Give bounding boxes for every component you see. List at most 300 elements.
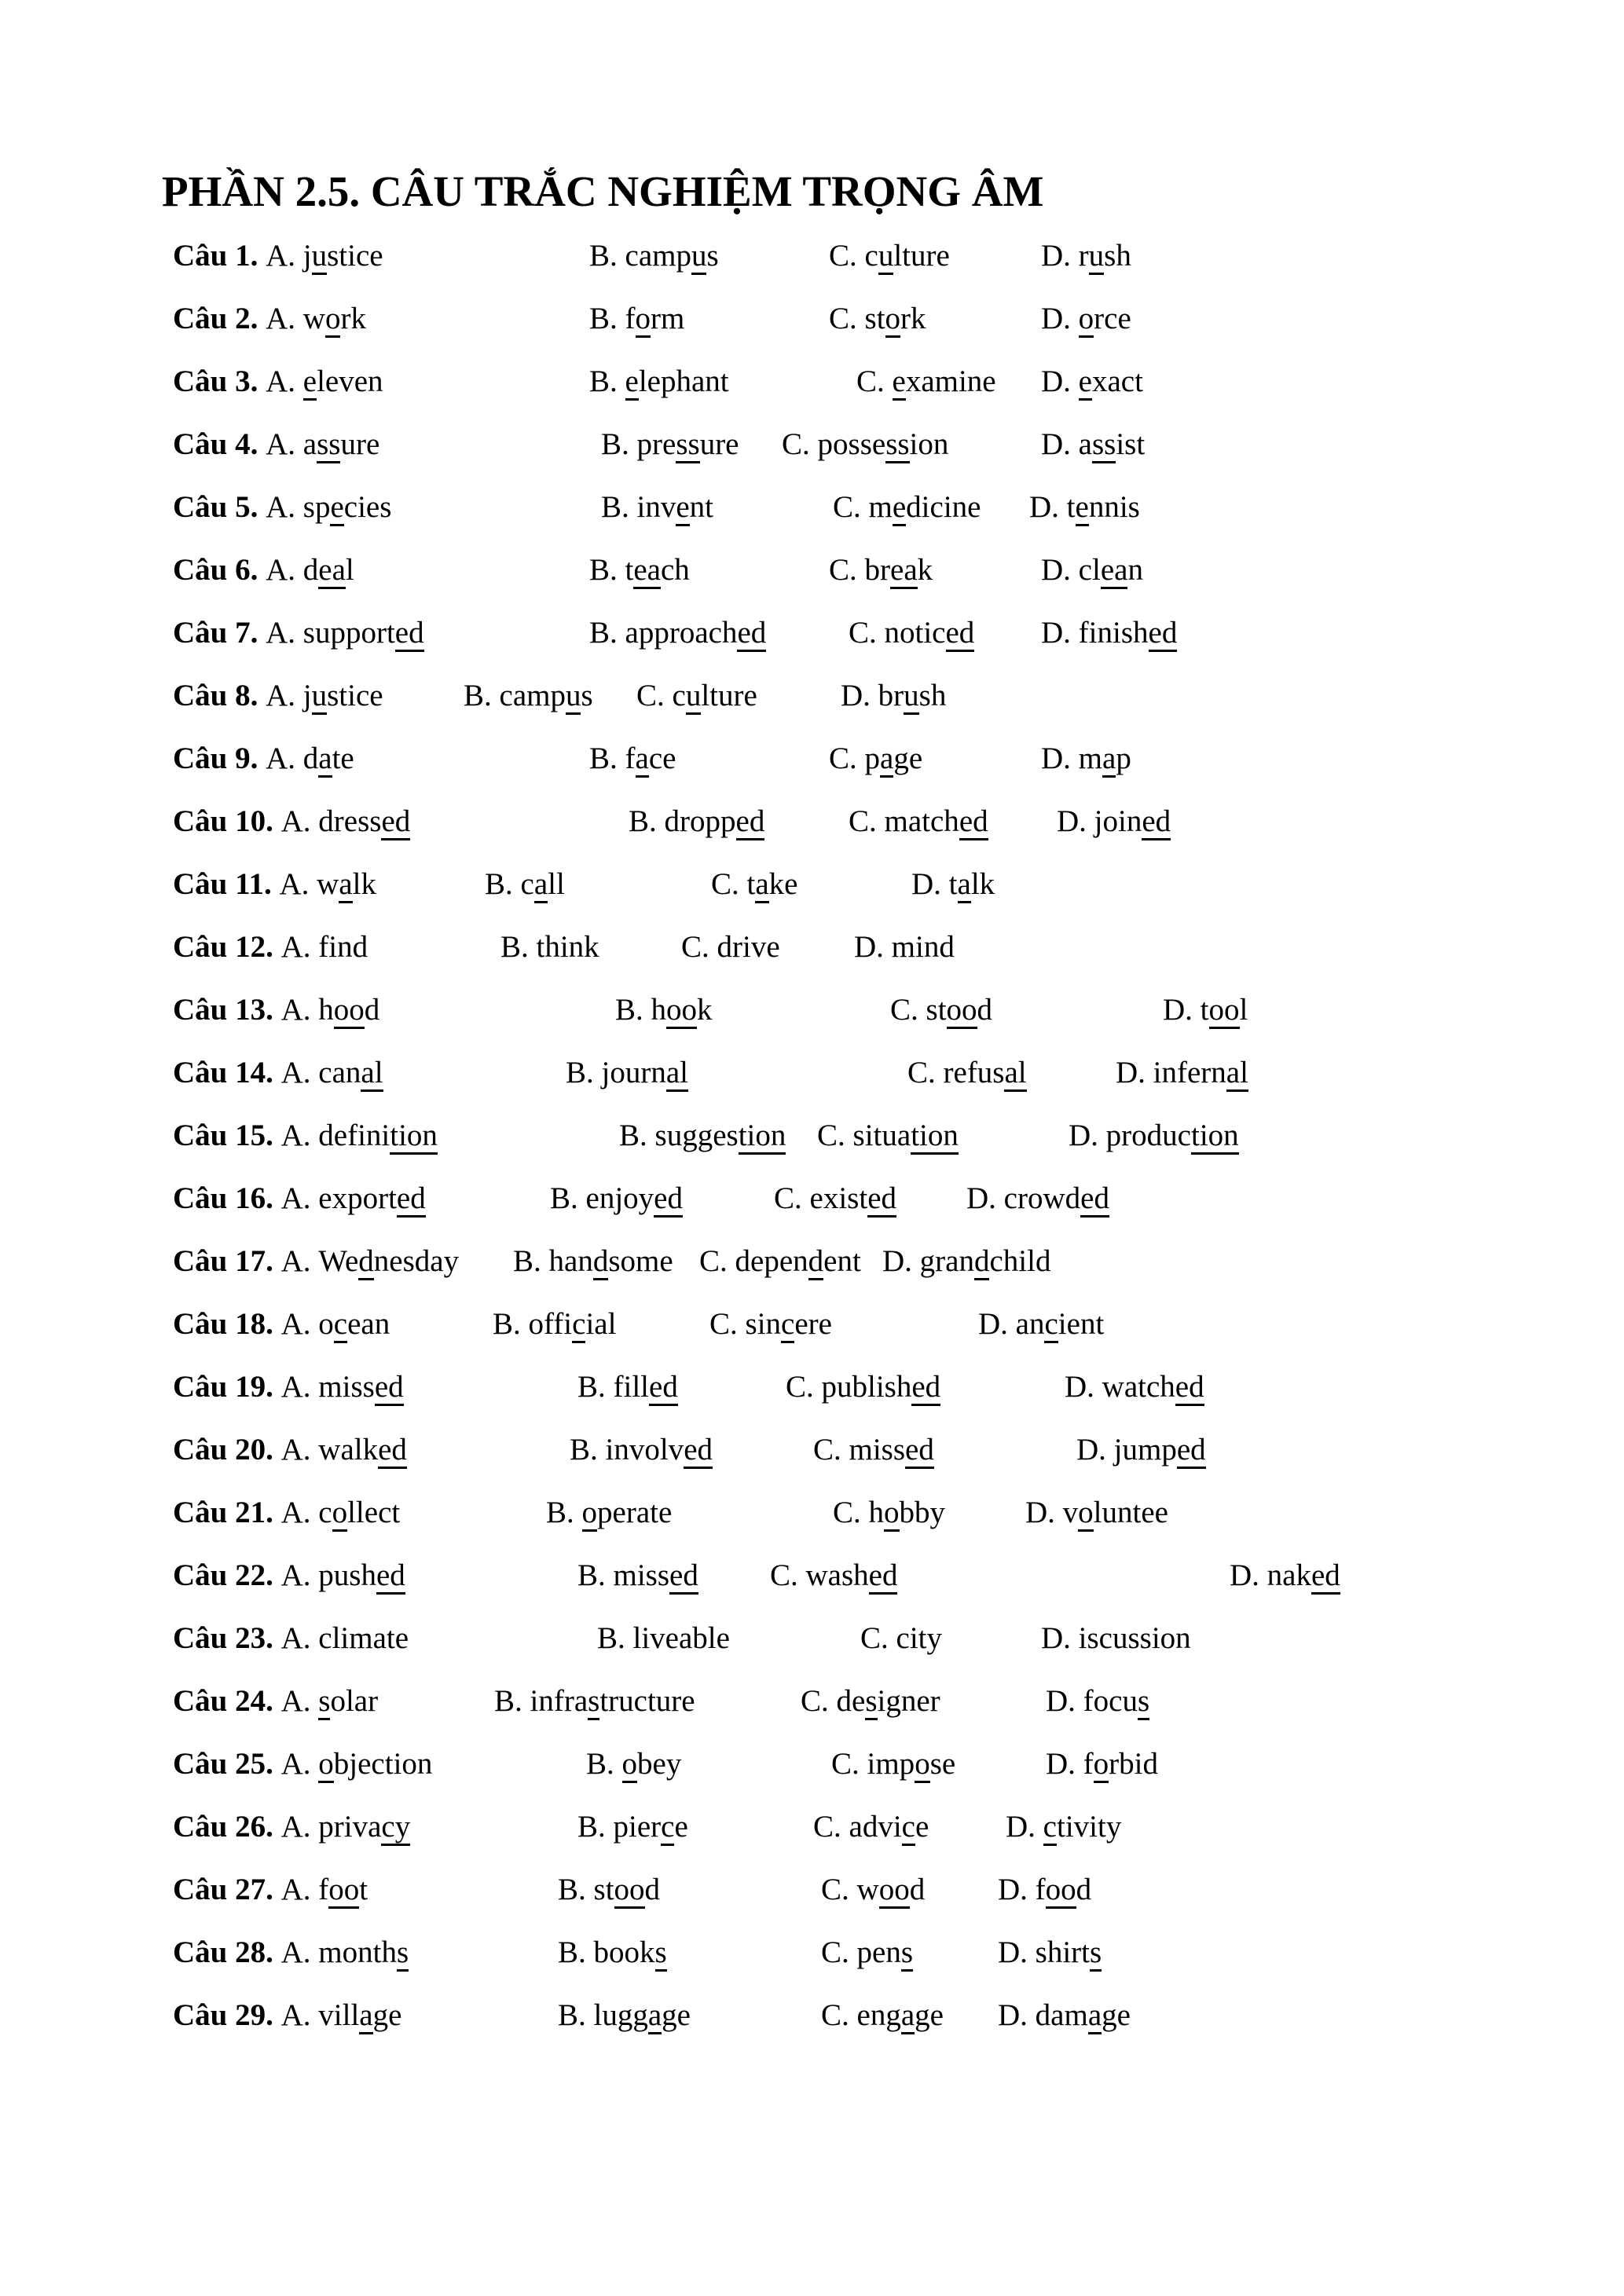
option-letter: C. bbox=[829, 239, 865, 273]
option-letter: C. bbox=[856, 364, 893, 398]
option-d bbox=[882, 1243, 1050, 1279]
question-row bbox=[0, 741, 1624, 804]
underlined-letters: a bbox=[318, 742, 332, 778]
option-word: missed bbox=[318, 1370, 403, 1406]
underlined-letters: ed bbox=[1311, 1558, 1340, 1595]
underlined-letters: e bbox=[303, 364, 317, 401]
question-row bbox=[0, 615, 1624, 678]
underlined-letters: u bbox=[566, 679, 581, 715]
question-number: Câu 21. bbox=[173, 1496, 281, 1529]
option-b bbox=[558, 1935, 667, 1970]
option-a bbox=[281, 1558, 405, 1595]
option-a bbox=[281, 1747, 433, 1783]
option-word: grandchild bbox=[920, 1244, 1051, 1280]
option-letter: C. bbox=[890, 993, 926, 1027]
underlined-letters: al bbox=[1004, 1056, 1026, 1092]
option-word: hood bbox=[318, 993, 379, 1029]
underlined-letters: c bbox=[334, 1307, 347, 1343]
underlined-letters: ed bbox=[905, 1433, 934, 1469]
option-letter: A. bbox=[280, 930, 319, 964]
underlined-letters: e bbox=[893, 490, 906, 526]
question-row bbox=[0, 301, 1624, 364]
option-b bbox=[550, 1181, 683, 1216]
option-letter: A. bbox=[280, 804, 319, 838]
option-word: teach bbox=[625, 553, 690, 589]
option-word: brush bbox=[878, 679, 947, 715]
option-word: sincere bbox=[746, 1307, 832, 1343]
question-row bbox=[0, 1746, 1624, 1809]
option-letter: A. bbox=[280, 1935, 319, 1969]
underlined-letters: ed bbox=[397, 1181, 426, 1218]
option-word: justice bbox=[303, 239, 383, 275]
question-row bbox=[0, 238, 1624, 301]
option-a bbox=[281, 1244, 459, 1280]
option-word: ancient bbox=[1016, 1307, 1105, 1343]
option-c bbox=[907, 1055, 1027, 1090]
option-a bbox=[281, 1496, 401, 1532]
option-c bbox=[821, 1935, 913, 1970]
question-row bbox=[0, 1683, 1624, 1746]
option-letter: B. bbox=[566, 1056, 602, 1089]
option-word: elephant bbox=[625, 364, 729, 401]
underlined-letters: s bbox=[1138, 1684, 1149, 1720]
option-letter: B. bbox=[570, 1433, 606, 1467]
option-b bbox=[597, 1620, 730, 1656]
question-row bbox=[0, 427, 1624, 489]
option-a bbox=[281, 1433, 407, 1469]
question-row bbox=[0, 1495, 1624, 1558]
option-letter: B. bbox=[558, 1998, 594, 2032]
question-row bbox=[0, 1243, 1624, 1306]
question-number: Câu 9. bbox=[173, 742, 266, 775]
option-letter: C. bbox=[833, 1496, 869, 1529]
option-letter: B. bbox=[558, 1935, 594, 1969]
option-d bbox=[998, 1998, 1131, 2033]
option-letter: C. bbox=[831, 1747, 867, 1781]
option-word: examine bbox=[893, 364, 996, 401]
option-letter: A. bbox=[280, 1244, 319, 1278]
option-letter: D. bbox=[1046, 1684, 1083, 1718]
option-b bbox=[589, 301, 684, 336]
underlined-letters: o bbox=[332, 1496, 348, 1532]
option-word: take bbox=[747, 867, 798, 903]
option-d bbox=[1041, 552, 1143, 588]
underlined-letters: o bbox=[318, 1747, 334, 1783]
option-a bbox=[266, 302, 366, 338]
underlined-letters: oo bbox=[666, 993, 697, 1029]
option-word: canal bbox=[318, 1056, 383, 1092]
option-letter: C. bbox=[801, 1684, 837, 1718]
question-number: Câu 1. bbox=[173, 239, 266, 273]
option-letter: D. bbox=[1041, 742, 1079, 775]
underlined-letters: c bbox=[572, 1307, 585, 1343]
option-letter: C. bbox=[829, 553, 865, 587]
question-number: Câu 10. bbox=[173, 804, 281, 838]
option-word: talk bbox=[949, 867, 995, 903]
option-word: exact bbox=[1079, 364, 1143, 401]
option-word: stood bbox=[594, 1873, 661, 1909]
option-word: mind bbox=[891, 930, 955, 964]
option-word: naked bbox=[1267, 1558, 1340, 1595]
option-letter: B. bbox=[485, 867, 521, 901]
option-word: city bbox=[896, 1621, 942, 1655]
option-b bbox=[586, 1746, 681, 1782]
option-a bbox=[281, 1181, 426, 1218]
option-word: iscussion bbox=[1078, 1621, 1191, 1655]
option-word: supported bbox=[303, 616, 424, 652]
option-d bbox=[854, 929, 955, 965]
option-letter: B. bbox=[586, 1747, 622, 1781]
option-a bbox=[281, 1307, 390, 1343]
question-row bbox=[0, 489, 1624, 552]
option-a bbox=[281, 1810, 411, 1846]
option-word: suggestion bbox=[655, 1119, 786, 1155]
option-word: infernal bbox=[1153, 1056, 1248, 1092]
option-word: food bbox=[1036, 1873, 1092, 1909]
option-letter: A. bbox=[279, 867, 317, 901]
underlined-letters: c bbox=[1044, 1307, 1058, 1343]
option-word: ctivity bbox=[1043, 1810, 1122, 1846]
option-letter: C. bbox=[770, 1558, 806, 1592]
option-a bbox=[266, 616, 423, 652]
option-word: watched bbox=[1102, 1370, 1204, 1406]
option-letter: C. bbox=[636, 679, 673, 712]
option-letter: A. bbox=[280, 1496, 319, 1529]
underlined-letters: ss bbox=[676, 427, 699, 463]
option-word: shirts bbox=[1036, 1935, 1102, 1972]
option-word: pressure bbox=[637, 427, 739, 463]
underlined-letters: ed bbox=[737, 616, 766, 652]
option-letter: A. bbox=[266, 427, 303, 461]
option-word: privacy bbox=[318, 1810, 410, 1846]
option-a bbox=[281, 1684, 379, 1720]
option-word: books bbox=[594, 1935, 667, 1972]
option-word: form bbox=[625, 302, 685, 338]
question-number: Câu 19. bbox=[173, 1370, 281, 1404]
option-letter: B. bbox=[589, 616, 625, 650]
option-letter: A. bbox=[266, 302, 303, 335]
underlined-letters: d bbox=[974, 1244, 990, 1280]
option-letter: B. bbox=[550, 1181, 586, 1215]
option-word: pushed bbox=[318, 1558, 405, 1595]
underlined-letters: ed bbox=[911, 1370, 940, 1406]
option-word: walked bbox=[318, 1433, 407, 1469]
underlined-letters: ss bbox=[1092, 427, 1116, 463]
option-c bbox=[821, 1998, 944, 2033]
option-word: obey bbox=[622, 1747, 682, 1783]
option-b bbox=[464, 678, 593, 713]
option-letter: B. bbox=[577, 1810, 614, 1844]
option-c bbox=[849, 804, 988, 839]
option-letter: B. bbox=[597, 1621, 633, 1655]
question-row bbox=[0, 1181, 1624, 1243]
option-c bbox=[770, 1558, 897, 1593]
question-number: Câu 7. bbox=[173, 616, 266, 650]
option-letter: D. bbox=[966, 1181, 1004, 1215]
option-letter: A. bbox=[266, 239, 303, 273]
option-word: village bbox=[318, 1998, 401, 2034]
underlined-letters: e bbox=[625, 364, 639, 401]
option-word: stood bbox=[926, 993, 993, 1029]
option-word: work bbox=[303, 302, 366, 338]
option-letter: B. bbox=[589, 364, 625, 398]
option-word: luggage bbox=[594, 1998, 691, 2034]
option-letter: D. bbox=[1069, 1119, 1106, 1152]
option-letter: B. bbox=[500, 930, 537, 964]
option-letter: A. bbox=[280, 1056, 319, 1089]
option-word: map bbox=[1079, 742, 1131, 778]
option-letter: B. bbox=[577, 1370, 614, 1404]
option-letter: A. bbox=[280, 1621, 319, 1655]
option-word: walk bbox=[317, 867, 376, 903]
option-word: months bbox=[318, 1935, 409, 1972]
option-letter: B. bbox=[589, 302, 625, 335]
page-title: PHẦN 2.5. CÂU TRẮC NGHIỆM TRỌNG ÂM bbox=[162, 167, 1044, 215]
question-number: Câu 13. bbox=[173, 993, 281, 1027]
underlined-letters: oo bbox=[328, 1873, 359, 1909]
question-number: Câu 23. bbox=[173, 1621, 281, 1655]
underlined-letters: s bbox=[318, 1684, 330, 1720]
underlined-letters: d bbox=[808, 1244, 824, 1280]
option-letter: D. bbox=[1046, 1747, 1083, 1781]
option-word: date bbox=[303, 742, 354, 778]
option-letter: B. bbox=[558, 1873, 594, 1906]
option-word: dropped bbox=[665, 804, 765, 840]
underlined-letters: ed bbox=[867, 1181, 896, 1218]
option-b bbox=[619, 1118, 786, 1153]
underlined-letters: tion bbox=[911, 1119, 959, 1155]
underlined-letters: o bbox=[636, 302, 651, 338]
option-b bbox=[493, 1306, 616, 1342]
option-word: noticed bbox=[885, 616, 975, 652]
question-number: Câu 12. bbox=[173, 930, 281, 964]
underlined-letters: u bbox=[904, 679, 919, 715]
question-number: Câu 18. bbox=[173, 1307, 281, 1341]
option-letter: D. bbox=[1025, 1496, 1063, 1529]
option-word: eleven bbox=[303, 364, 383, 401]
option-word: foot bbox=[318, 1873, 368, 1909]
question-row bbox=[0, 866, 1624, 929]
underlined-letters: ea bbox=[633, 553, 661, 589]
option-d bbox=[1069, 1118, 1239, 1153]
option-letter: D. bbox=[1116, 1056, 1153, 1089]
question-row bbox=[0, 1055, 1624, 1118]
question-row bbox=[0, 1935, 1624, 1998]
underlined-letters: d bbox=[358, 1244, 374, 1280]
option-c bbox=[681, 929, 780, 965]
option-letter: D. bbox=[1041, 553, 1079, 587]
option-b bbox=[589, 741, 676, 776]
option-letter: A. bbox=[280, 1307, 319, 1341]
option-letter: D. bbox=[854, 930, 892, 964]
option-d bbox=[998, 1935, 1102, 1970]
option-c bbox=[831, 1746, 955, 1782]
option-letter: B. bbox=[494, 1684, 530, 1718]
underlined-letters: a bbox=[648, 1998, 662, 2034]
underlined-letters: oo bbox=[1046, 1873, 1076, 1909]
option-letter: D. bbox=[911, 867, 949, 901]
option-letter: C. bbox=[709, 1307, 746, 1341]
option-word: culture bbox=[865, 239, 950, 275]
option-letter: A. bbox=[280, 1873, 319, 1906]
option-d bbox=[1025, 1495, 1168, 1530]
option-word: forbid bbox=[1083, 1747, 1158, 1783]
underlined-letters: s bbox=[901, 1935, 913, 1972]
option-letter: B. bbox=[619, 1119, 655, 1152]
underlined-letters: a bbox=[1088, 1998, 1102, 2034]
option-letter: C. bbox=[821, 1998, 857, 2032]
option-b bbox=[601, 427, 739, 462]
underlined-letters: o bbox=[1078, 1496, 1094, 1532]
question-row bbox=[0, 364, 1624, 427]
option-letter: A. bbox=[280, 1181, 319, 1215]
underlined-letters: o bbox=[1094, 1747, 1109, 1783]
underlined-letters: ed bbox=[654, 1181, 683, 1218]
underlined-letters: a bbox=[880, 742, 893, 778]
question-number: Câu 22. bbox=[173, 1558, 281, 1592]
option-d bbox=[1230, 1558, 1340, 1593]
question-row bbox=[0, 1432, 1624, 1495]
option-c bbox=[813, 1809, 929, 1844]
option-letter: C. bbox=[782, 427, 818, 461]
option-letter: A. bbox=[266, 364, 303, 398]
option-b bbox=[615, 992, 713, 1027]
question-number: Câu 15. bbox=[173, 1119, 281, 1152]
option-letter: B. bbox=[629, 804, 665, 838]
option-d bbox=[1046, 1746, 1158, 1782]
underlined-letters: ss bbox=[317, 427, 340, 463]
option-a bbox=[281, 1056, 383, 1092]
option-letter: D. bbox=[1041, 302, 1079, 335]
underlined-letters: c bbox=[1043, 1810, 1057, 1846]
option-word: jumped bbox=[1114, 1433, 1206, 1469]
option-c bbox=[833, 1495, 945, 1530]
underlined-letters: u bbox=[312, 679, 328, 715]
underlined-letters: c bbox=[902, 1810, 915, 1846]
option-word: missed bbox=[849, 1433, 934, 1469]
option-letter: C. bbox=[829, 302, 865, 335]
option-word: infrastructure bbox=[530, 1684, 695, 1720]
option-word: published bbox=[822, 1370, 941, 1406]
option-word: break bbox=[865, 553, 933, 589]
option-a bbox=[279, 867, 376, 903]
option-word: Wednesday bbox=[318, 1244, 459, 1280]
option-d bbox=[841, 678, 946, 713]
question-row bbox=[0, 1369, 1624, 1432]
question-number: Câu 26. bbox=[173, 1810, 281, 1844]
option-letter: D. bbox=[978, 1307, 1016, 1341]
option-letter: A. bbox=[266, 742, 303, 775]
option-b bbox=[558, 1872, 660, 1907]
option-d bbox=[1041, 364, 1143, 399]
option-b bbox=[485, 866, 565, 902]
underlined-letters: s bbox=[588, 1684, 599, 1720]
option-word: crowded bbox=[1004, 1181, 1109, 1218]
underlined-letters: e bbox=[1076, 490, 1089, 526]
option-c bbox=[833, 489, 981, 525]
question-row bbox=[0, 929, 1624, 992]
option-word: hook bbox=[651, 993, 713, 1029]
option-word: drive bbox=[717, 930, 780, 964]
question-number: Câu 28. bbox=[173, 1935, 281, 1969]
option-a bbox=[266, 364, 383, 401]
underlined-letters: u bbox=[1089, 239, 1105, 275]
option-letter: C. bbox=[860, 1621, 896, 1655]
option-a bbox=[281, 930, 368, 964]
underlined-letters: oo bbox=[614, 1873, 645, 1909]
option-word: collect bbox=[318, 1496, 400, 1532]
option-b bbox=[589, 552, 690, 588]
option-letter: D. bbox=[1041, 239, 1079, 273]
underlined-letters: cy bbox=[381, 1810, 410, 1846]
question-number: Câu 4. bbox=[173, 427, 266, 461]
question-row bbox=[0, 992, 1624, 1055]
option-word: refusal bbox=[944, 1056, 1027, 1092]
option-letter: B. bbox=[601, 427, 637, 461]
option-letter: C. bbox=[813, 1810, 849, 1844]
option-c bbox=[821, 1872, 925, 1907]
option-word: impose bbox=[867, 1747, 956, 1783]
question-row bbox=[0, 1306, 1624, 1369]
option-word: washed bbox=[806, 1558, 898, 1595]
underlined-letters: o bbox=[325, 302, 341, 338]
underlined-letters: a bbox=[359, 1998, 372, 2034]
question-number: Câu 11. bbox=[173, 867, 280, 901]
option-b bbox=[513, 1243, 673, 1279]
underlined-letters: a bbox=[1102, 742, 1116, 778]
option-letter: C. bbox=[774, 1181, 810, 1215]
option-b bbox=[577, 1809, 688, 1844]
underlined-letters: d bbox=[593, 1244, 609, 1280]
option-word: assure bbox=[303, 427, 379, 463]
option-letter: B. bbox=[577, 1558, 614, 1592]
option-d bbox=[1116, 1055, 1248, 1090]
option-word: focus bbox=[1083, 1684, 1150, 1720]
option-letter: A. bbox=[266, 490, 303, 524]
option-word: campus bbox=[500, 679, 593, 715]
question-row bbox=[0, 804, 1624, 866]
underlined-letters: ea bbox=[318, 553, 346, 589]
option-letter: B. bbox=[589, 239, 625, 273]
underlined-letters: o bbox=[1079, 302, 1094, 338]
underlined-letters: o bbox=[885, 302, 901, 338]
option-letter: A. bbox=[266, 616, 303, 650]
option-d bbox=[1065, 1369, 1204, 1404]
underlined-letters: al bbox=[666, 1056, 688, 1092]
option-letter: C. bbox=[813, 1433, 849, 1467]
option-word: climate bbox=[318, 1621, 409, 1655]
underlined-letters: ed bbox=[684, 1433, 713, 1469]
option-letter: D. bbox=[1230, 1558, 1267, 1592]
underlined-letters: c bbox=[781, 1307, 794, 1343]
underlined-letters: ed bbox=[1149, 616, 1178, 652]
question-row bbox=[0, 552, 1624, 615]
option-letter: C. bbox=[821, 1873, 857, 1906]
option-word: possession bbox=[818, 427, 949, 463]
option-word: operate bbox=[582, 1496, 673, 1532]
question-number: Câu 17. bbox=[173, 1244, 281, 1278]
option-d bbox=[1029, 489, 1140, 525]
option-letter: D. bbox=[1041, 427, 1079, 461]
option-a bbox=[281, 1935, 409, 1972]
question-number: Câu 20. bbox=[173, 1433, 281, 1467]
option-letter: D. bbox=[1041, 364, 1079, 398]
option-word: page bbox=[865, 742, 923, 778]
option-letter: C. bbox=[681, 930, 717, 964]
underlined-letters: a bbox=[901, 1998, 915, 2034]
option-letter: D. bbox=[1076, 1433, 1114, 1467]
option-d bbox=[1041, 615, 1177, 650]
